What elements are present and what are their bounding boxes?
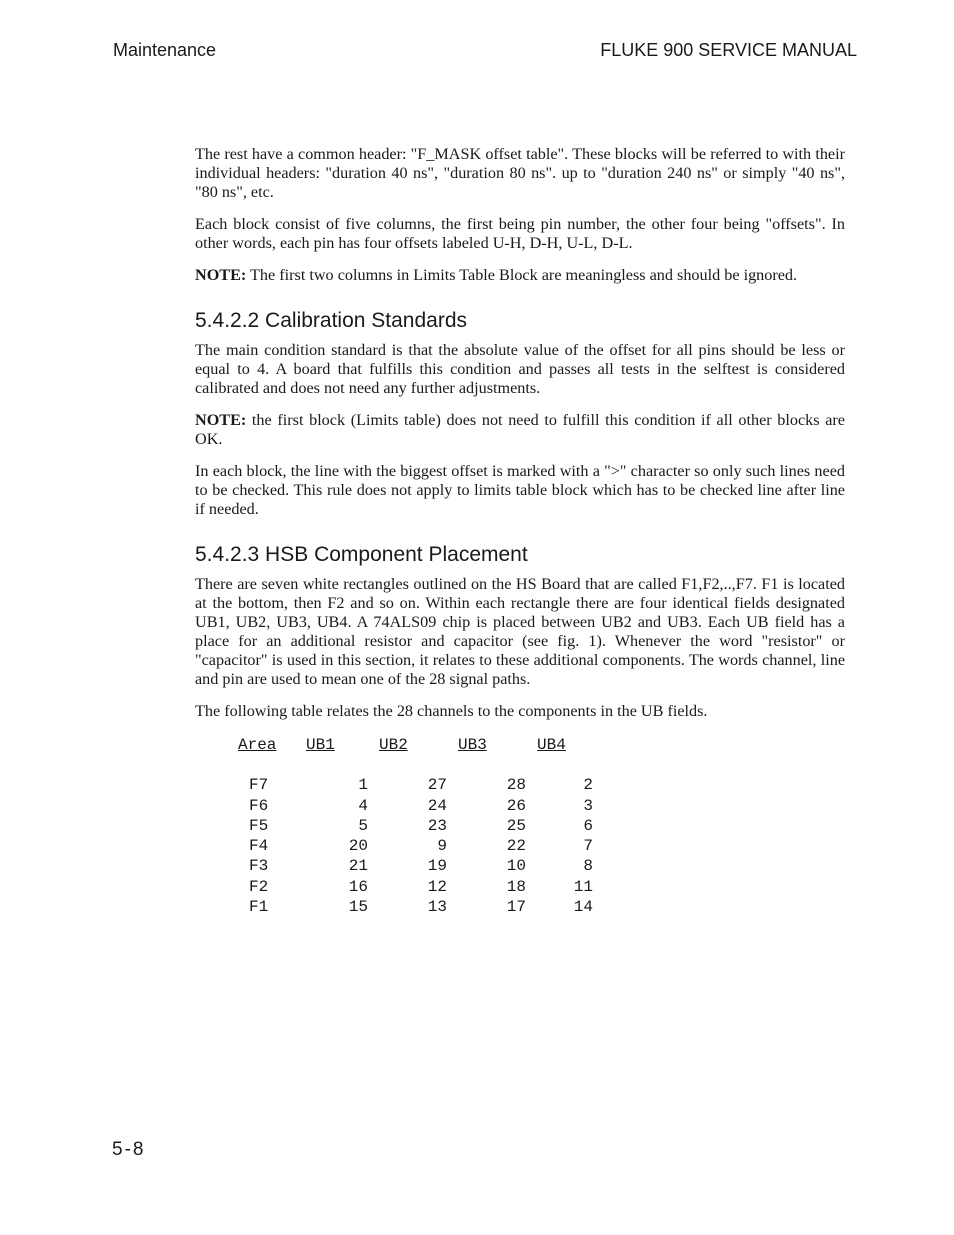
paragraph-block-columns: Each block consist of five columns, the first being pin number, the other four being "offsets". In other words, each pin has four offsets labeled U-H, D-H, U-L, D-L. — [195, 215, 845, 252]
cell-ub2: 27 — [427, 776, 447, 795]
cell-ub4: 11 — [573, 877, 593, 896]
cell-ub4: 8 — [583, 857, 593, 876]
cell-area: F7 — [249, 776, 269, 795]
table-row — [238, 856, 593, 876]
note-text: the first block (Limits table) does not need to fulfill this condition if all other blocks are OK. — [195, 411, 845, 448]
column-header-ub4: UB4 — [537, 736, 566, 754]
cell-ub1: 5 — [358, 816, 368, 835]
cell-ub1: 1 — [358, 776, 368, 795]
section-heading-hsb-component-placement: 5.4.2.3 HSB Component Placement — [195, 543, 528, 566]
page-body — [195, 145, 845, 917]
cell-ub3: 25 — [506, 816, 526, 835]
cell-area: F2 — [249, 877, 269, 896]
note-limits-table — [195, 266, 845, 285]
paragraph-biggest-offset: In each block, the line with the biggest offset is marked with a ">" character so only such lines need to be checked. This rule does not apply to limits table block which has to be checked line after line if needed. — [195, 462, 845, 518]
cell-area: F4 — [249, 837, 269, 856]
cell-ub1: 21 — [348, 857, 368, 876]
cell-area: F5 — [249, 816, 269, 835]
paragraph-calibration-condition: The main condition standard is that the absolute value of the offset for all pins should be less or equal to 4. A board that fulfills this condition and passes all tests in the selftest is considered calibrated and does not need any further adjustments. — [195, 341, 845, 397]
paragraph-table-intro: The following table relates the 28 channels to the components in the UB fields. — [195, 702, 708, 720]
cell-ub3: 10 — [506, 857, 526, 876]
cell-area: F1 — [249, 898, 269, 917]
table-row — [238, 836, 593, 856]
cell-ub4: 3 — [583, 796, 593, 815]
cell-ub3: 18 — [506, 877, 526, 896]
cell-ub4: 2 — [583, 776, 593, 795]
note-label: NOTE: — [195, 411, 247, 429]
note-label: NOTE: — [195, 266, 247, 284]
paragraph-white-rectangles: There are seven white rectangles outlined on the HS Board that are called F1,F2,..,F7. F1 is located at the bottom, then F2 and so on. Within each rectangle there are four identical fields designated UB1, UB2, UB3, UB4. A 74ALS09 chip is placed between UB2 and UB3. Each UB field has a place for an additional resistor and capacitor (see fig. 1). Whenever the word "resistor" or "capacitor" is used in this section, it relates to these additional components. The words channel, line and pin are used to mean one of the 28 signal paths. — [195, 575, 845, 688]
column-header-ub3: UB3 — [458, 736, 487, 754]
cell-ub3: 22 — [506, 837, 526, 856]
table-row — [238, 897, 593, 917]
cell-ub3: 26 — [506, 796, 526, 815]
cell-ub1: 20 — [348, 837, 368, 856]
column-header-ub1: UB1 — [306, 736, 335, 754]
cell-ub3: 28 — [506, 776, 526, 795]
table-header-row — [238, 735, 593, 775]
cell-ub4: 14 — [573, 898, 593, 917]
column-header-ub2: UB2 — [379, 736, 408, 754]
cell-ub1: 15 — [348, 898, 368, 917]
cell-ub2: 13 — [427, 898, 447, 917]
cell-ub2: 23 — [427, 816, 447, 835]
cell-area: F3 — [249, 857, 269, 876]
column-header-area: Area — [238, 736, 277, 754]
page-number: 5-8 — [112, 1139, 146, 1160]
cell-area: F6 — [249, 796, 269, 815]
cell-ub2: 24 — [427, 796, 447, 815]
note-first-block — [195, 411, 845, 449]
cell-ub1: 16 — [348, 877, 368, 896]
cell-ub1: 4 — [358, 796, 368, 815]
ub-channel-table — [238, 735, 593, 917]
cell-ub2: 19 — [427, 857, 447, 876]
running-header-section: Maintenance — [113, 40, 217, 60]
table-row — [238, 796, 593, 816]
running-header-manual-title: FLUKE 900 SERVICE MANUAL — [600, 40, 857, 60]
note-text: The first two columns in Limits Table Block are meaningless and should be ignored. — [246, 266, 798, 284]
section-heading-calibration-standards: 5.4.2.2 Calibration Standards — [195, 309, 468, 332]
table-row — [238, 877, 593, 897]
cell-ub4: 7 — [583, 837, 593, 856]
cell-ub2: 9 — [437, 837, 447, 856]
cell-ub2: 12 — [427, 877, 447, 896]
table-row — [238, 775, 593, 795]
paragraph-common-header: The rest have a common header: "F_MASK offset table". These blocks will be referred to with their individual headers: "duration 40 ns", "duration 80 ns". up to "duration 240 ns" or simply "40 ns", "80 ns", etc. — [195, 145, 845, 201]
table-row — [238, 816, 593, 836]
cell-ub4: 6 — [583, 816, 593, 835]
cell-ub3: 17 — [506, 898, 526, 917]
